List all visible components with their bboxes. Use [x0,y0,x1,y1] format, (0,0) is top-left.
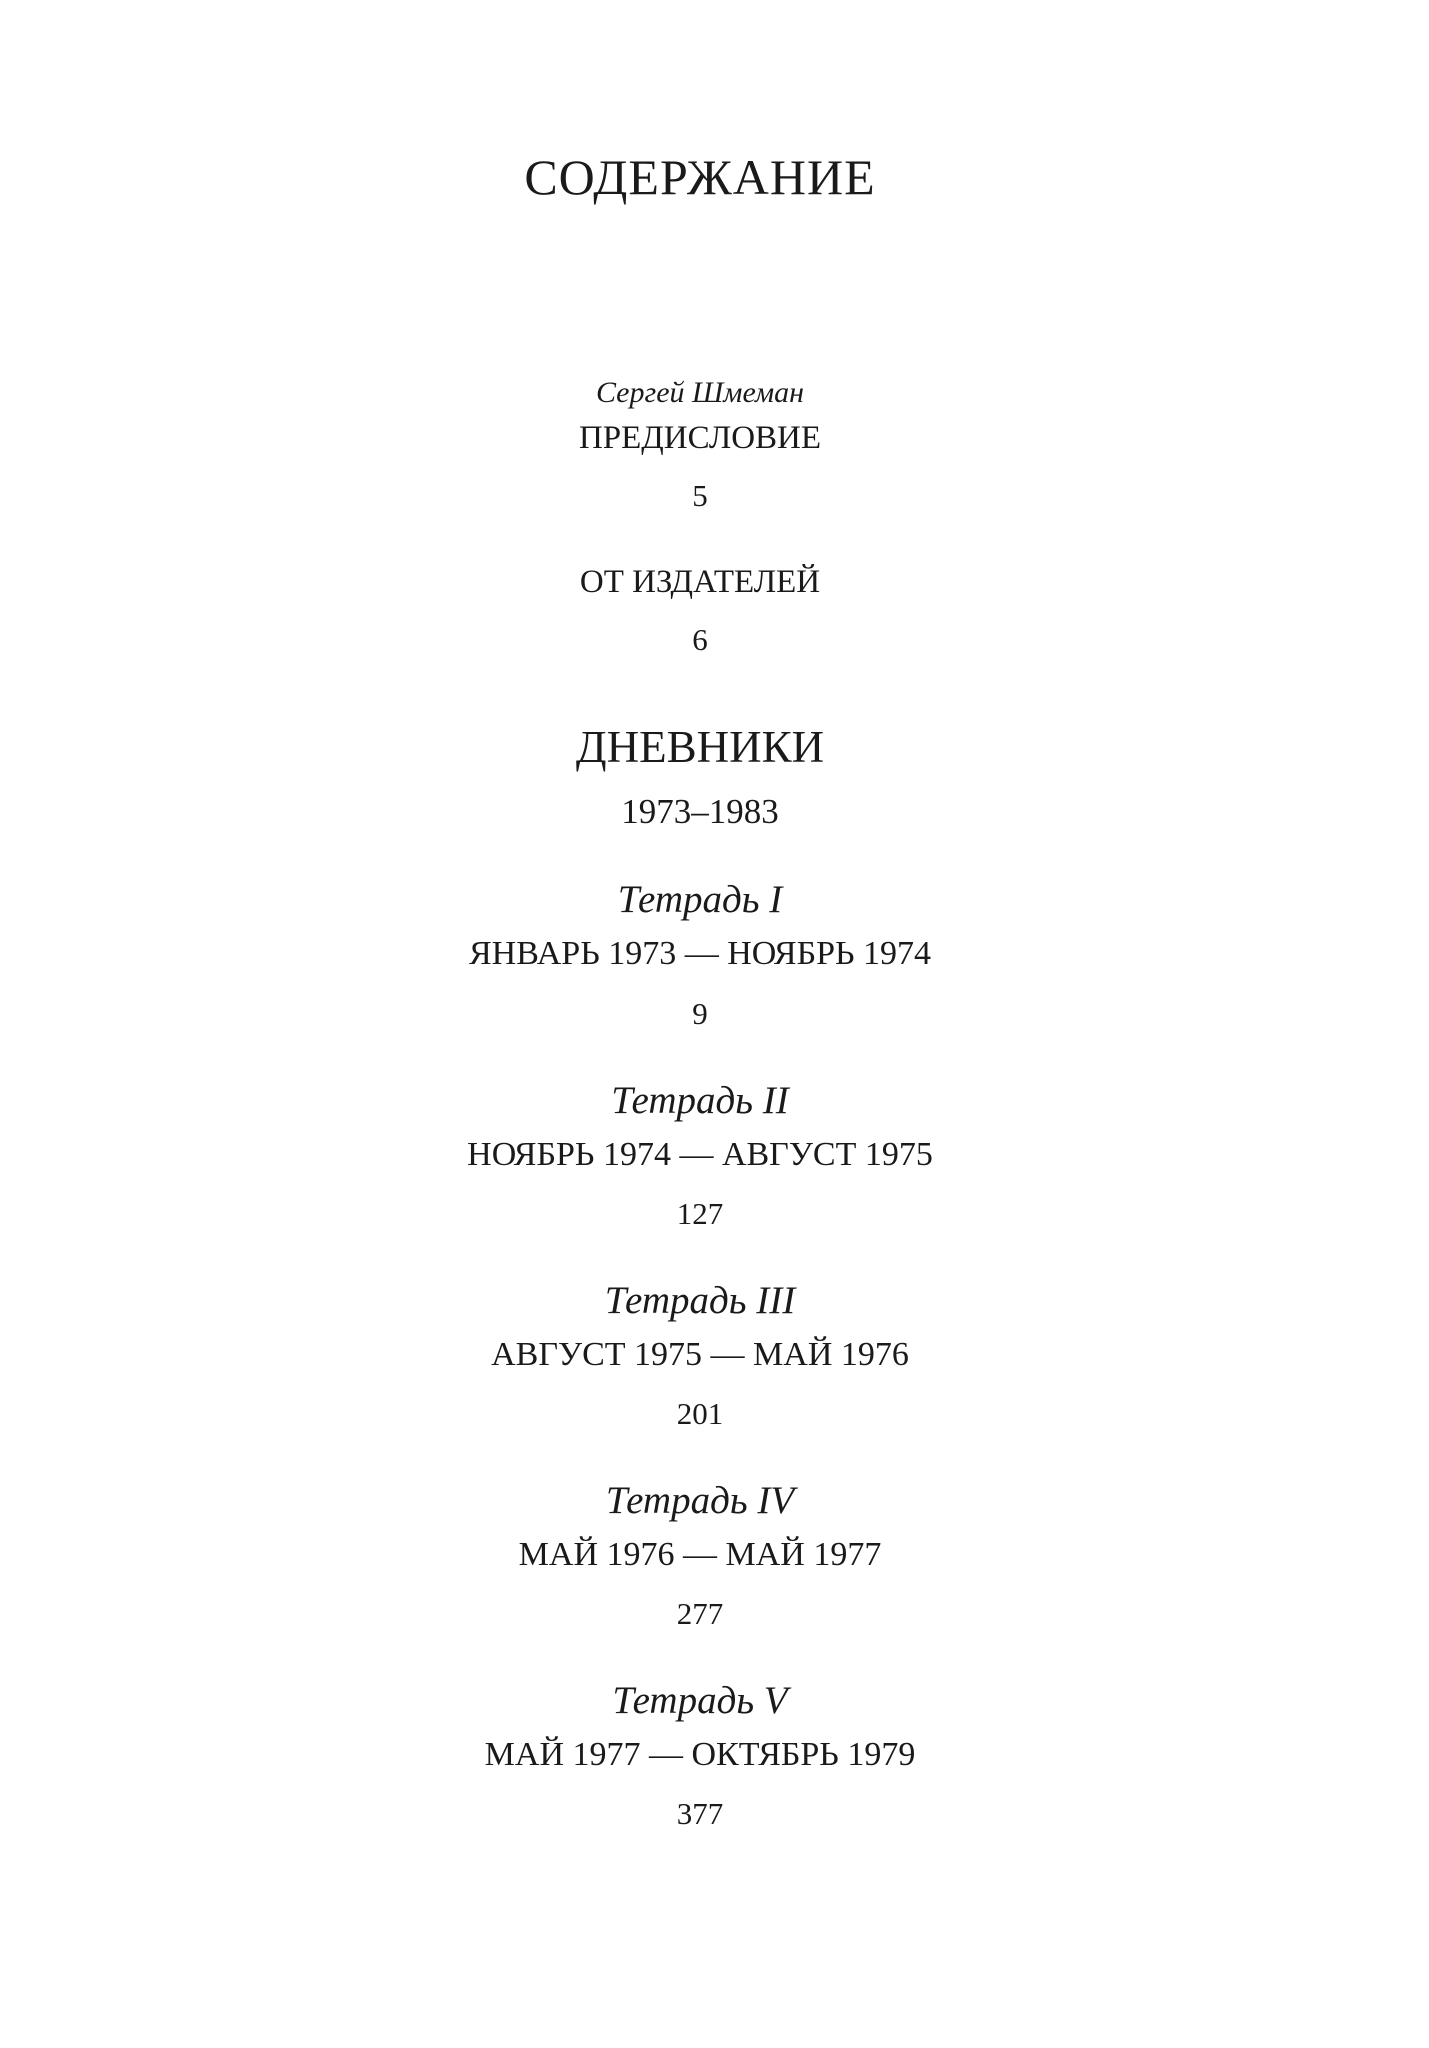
preface-page-number: 5 [692,478,708,513]
notebook-2-name: Тетрадь II [611,1079,789,1122]
publishers-label: ОТ ИЗДАТЕЛЕЙ [579,564,821,600]
notebook-3-range: АВГУСТ 1975 — МАЙ 1976 [491,1336,909,1373]
notebook-1-name: Тетрадь I [617,878,783,921]
notebook-2-page-number: 127 [676,1196,724,1231]
notebook-4-range: МАЙ 1976 — МАЙ 1977 [518,1536,882,1573]
preface-label: ПРЕДИСЛОВИЕ [578,420,822,456]
notebook-5-name: Тетрадь V [612,1679,788,1722]
notebook-1-page-number: 9 [692,996,708,1031]
notebook-2-range: НОЯБРЬ 1974 — АВГУСТ 1975 [467,1136,933,1173]
preface-author: Сергей Шмеман [595,376,805,409]
notebook-3-page-number: 201 [676,1396,724,1431]
notebook-3-name: Тетрадь III [604,1279,796,1322]
notebook-5-range: МАЙ 1977 — ОКТЯБРЬ 1979 [484,1736,916,1773]
notebook-4-page-number: 277 [676,1596,724,1631]
publishers-page-number: 6 [692,622,708,657]
page-title: СОДЕРЖАНИЕ [524,149,876,205]
notebook-5-page-number: 377 [676,1796,724,1831]
notebook-1-range: ЯНВАРЬ 1973 — НОЯБРЬ 1974 [468,935,932,972]
diaries-title: ДНЕВНИКИ [575,722,825,772]
notebook-4-name: Тетрадь IV [605,1479,795,1522]
diaries-years: 1973–1983 [621,792,779,831]
